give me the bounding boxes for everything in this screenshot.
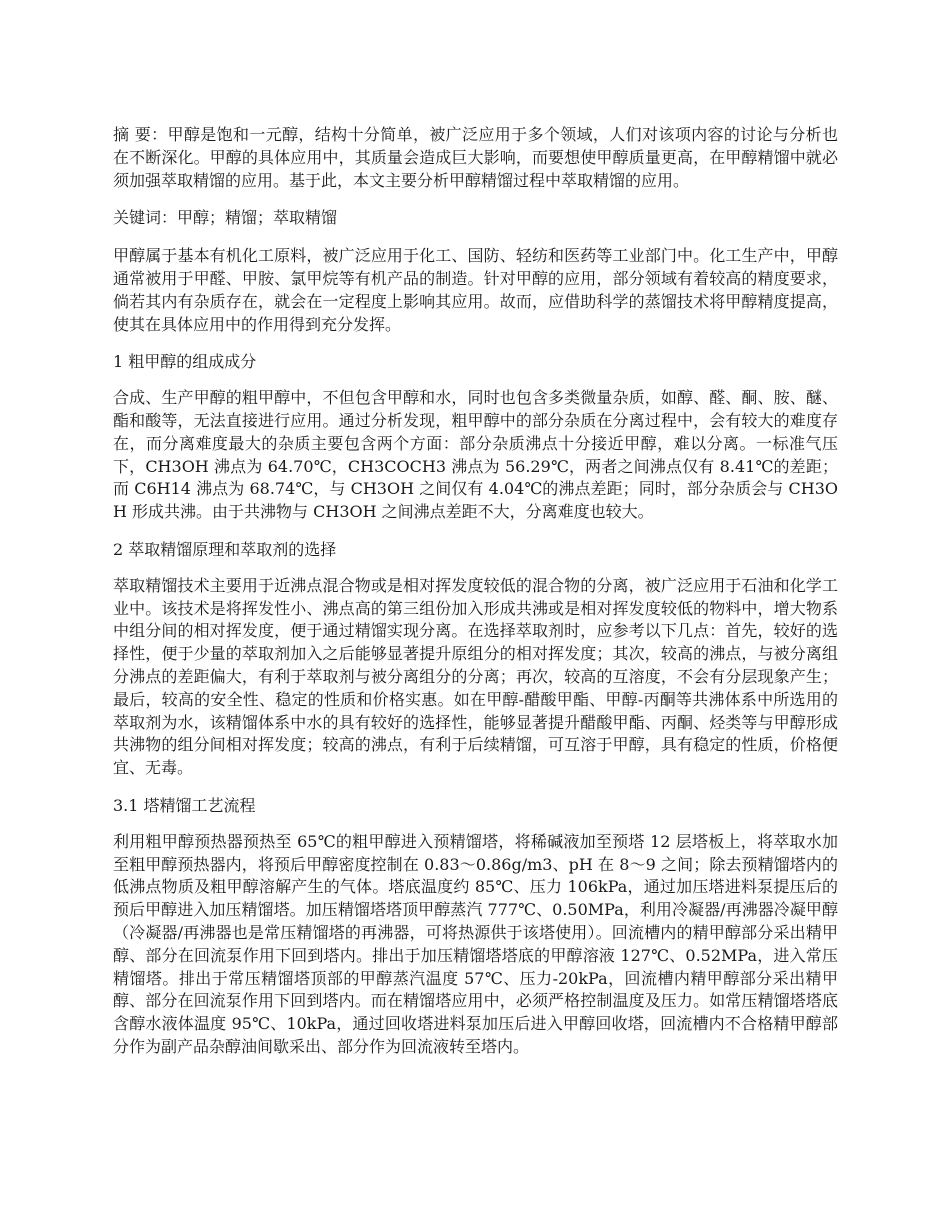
keywords-line: 关键词：甲醇；精馏；萃取精馏	[113, 208, 338, 228]
section-2-heading: 2 萃取精馏原理和萃取剂的选择	[113, 539, 337, 559]
section-3-1-heading: 3.1 塔精馏工艺流程	[113, 795, 256, 815]
section-1-paragraph: 合成、生产甲醇的粗甲醇中，不但包含甲醇和水，同时也包含多类微量杂质，如醇、醛、酮、胺、醚、酯和酸等，无法直接进行应用。通过分析发现，粗甲醇中的部分杂质在分离过程中，会有较大的难度存在，而分离难度最大的杂质主要包含两个方面：部分杂质沸点十分接近甲醇，难以分离。一标准气压下，CH3OH 沸点为 64.70℃，CH3COCH3 沸点为 56.29℃，两者之间沸点仅有 8.41℃的差距；而 C6H14 沸点为 68.74℃，与 CH3OH 之间仅有 4.04℃的沸点差距；同时，部分杂质会与 CH3OH 形成共沸。由于共沸物与 CH3OH 之间沸点差距不大，分离难度也较大。	[113, 388, 838, 522]
section-2-paragraph: 萃取精馏技术主要用于近沸点混合物或是相对挥发度较低的混合物的分离，被广泛应用于石油和化学工业中。该技术是将挥发性小、沸点高的第三组份加入形成共沸或是相对挥发度较低的物料中，增大物系中组分间的相对挥发度，便于通过精馏实现分离。在选择萃取剂时，应参考以下几点：首先，较好的选择性，便于少量的萃取剂加入之后能够显著提升原组分的相对挥发度；其次，较高的沸点，与被分离组分沸点的差距偏大，有利于萃取剂与被分离组分的分离；再次，较高的互溶度，不会有分层现象产生；最后，较高的安全性、稳定的性质和价格实惠。如在甲醇-醋酸甲酯、甲醇-丙酮等共沸体系中所选用的萃取剂为水，该精馏体系中水的具有较好的选择性，能够显著提升醋酸甲酯、丙酮、烃类等与甲醇形成共沸物的组分间相对挥发度；较高的沸点，有利于后续精馏，可互溶于甲醇，具有稳定的性质，价格便宜、无毒。	[113, 575, 838, 778]
section-3-1-paragraph: 利用粗甲醇预热器预热至 65℃的粗甲醇进入预精馏塔，将稀碱液加至预塔 12 层塔板上，将萃取水加至粗甲醇预热器内，将预后甲醇密度控制在 0.83～0.86g/m3、pH 在 8～9 之间；除去预精馏塔内的低沸点物质及粗甲醇溶解产生的气体。塔底温度约 85℃、压力 106kPa，通过加压塔进料泵提压后的预后甲醇进入加压精馏塔。加压精馏塔塔顶甲醇蒸汽 777℃、0.50MPa，利用冷凝器/再沸器冷凝甲醇（冷凝器/再沸器也是常压精馏塔的再沸器，可将热源供于该塔使用）。回流槽内的精甲醇部分采出精甲醇、部分在回流泵作用下回到塔内。排出于加压精馏塔塔底的甲醇溶液 127℃、0.52MPa，进入常压精馏塔。排出于常压精馏塔顶部的甲醇蒸汽温度 57℃、压力-20kPa，回流槽内精甲醇部分采出精甲醇、部分在回流泵作用下回到塔内。而在精馏塔应用中，必须严格控制温度及压力。如常压精馏塔塔底含醇水液体温度 95℃、10kPa，通过回收塔进料泵加压后进入甲醇回收塔，回流槽内不合格精甲醇部分作为副产品杂醇油间歇采出、部分作为回流液转至塔内。	[113, 831, 838, 1056]
section-1-heading: 1 粗甲醇的组成成分	[113, 352, 257, 372]
abstract-paragraph: 摘 要：甲醇是饱和一元醇，结构十分简单，被广泛应用于多个领域，人们对该项内容的讨论与分析也在不断深化。甲醇的具体应用中，其质量会造成巨大影响，而要想使甲醇质量更高，在甲醇精馏中就必须加强萃取精馏的应用。基于此，本文主要分析甲醇精馏过程中萃取精馏的应用。	[113, 125, 838, 190]
intro-paragraph: 甲醇属于基本有机化工原料，被广泛应用于化工、国防、轻纺和医药等工业部门中。化工生产中，甲醇通常被用于甲醛、甲胺、氯甲烷等有机产品的制造。针对甲醇的应用，部分领域有着较高的精度要求，倘若其内有杂质存在，就会在一定程度上影响其应用。故而，应借助科学的蒸馏技术将甲醇精度提高，使其在具体应用中的作用得到充分发挥。	[113, 246, 838, 334]
